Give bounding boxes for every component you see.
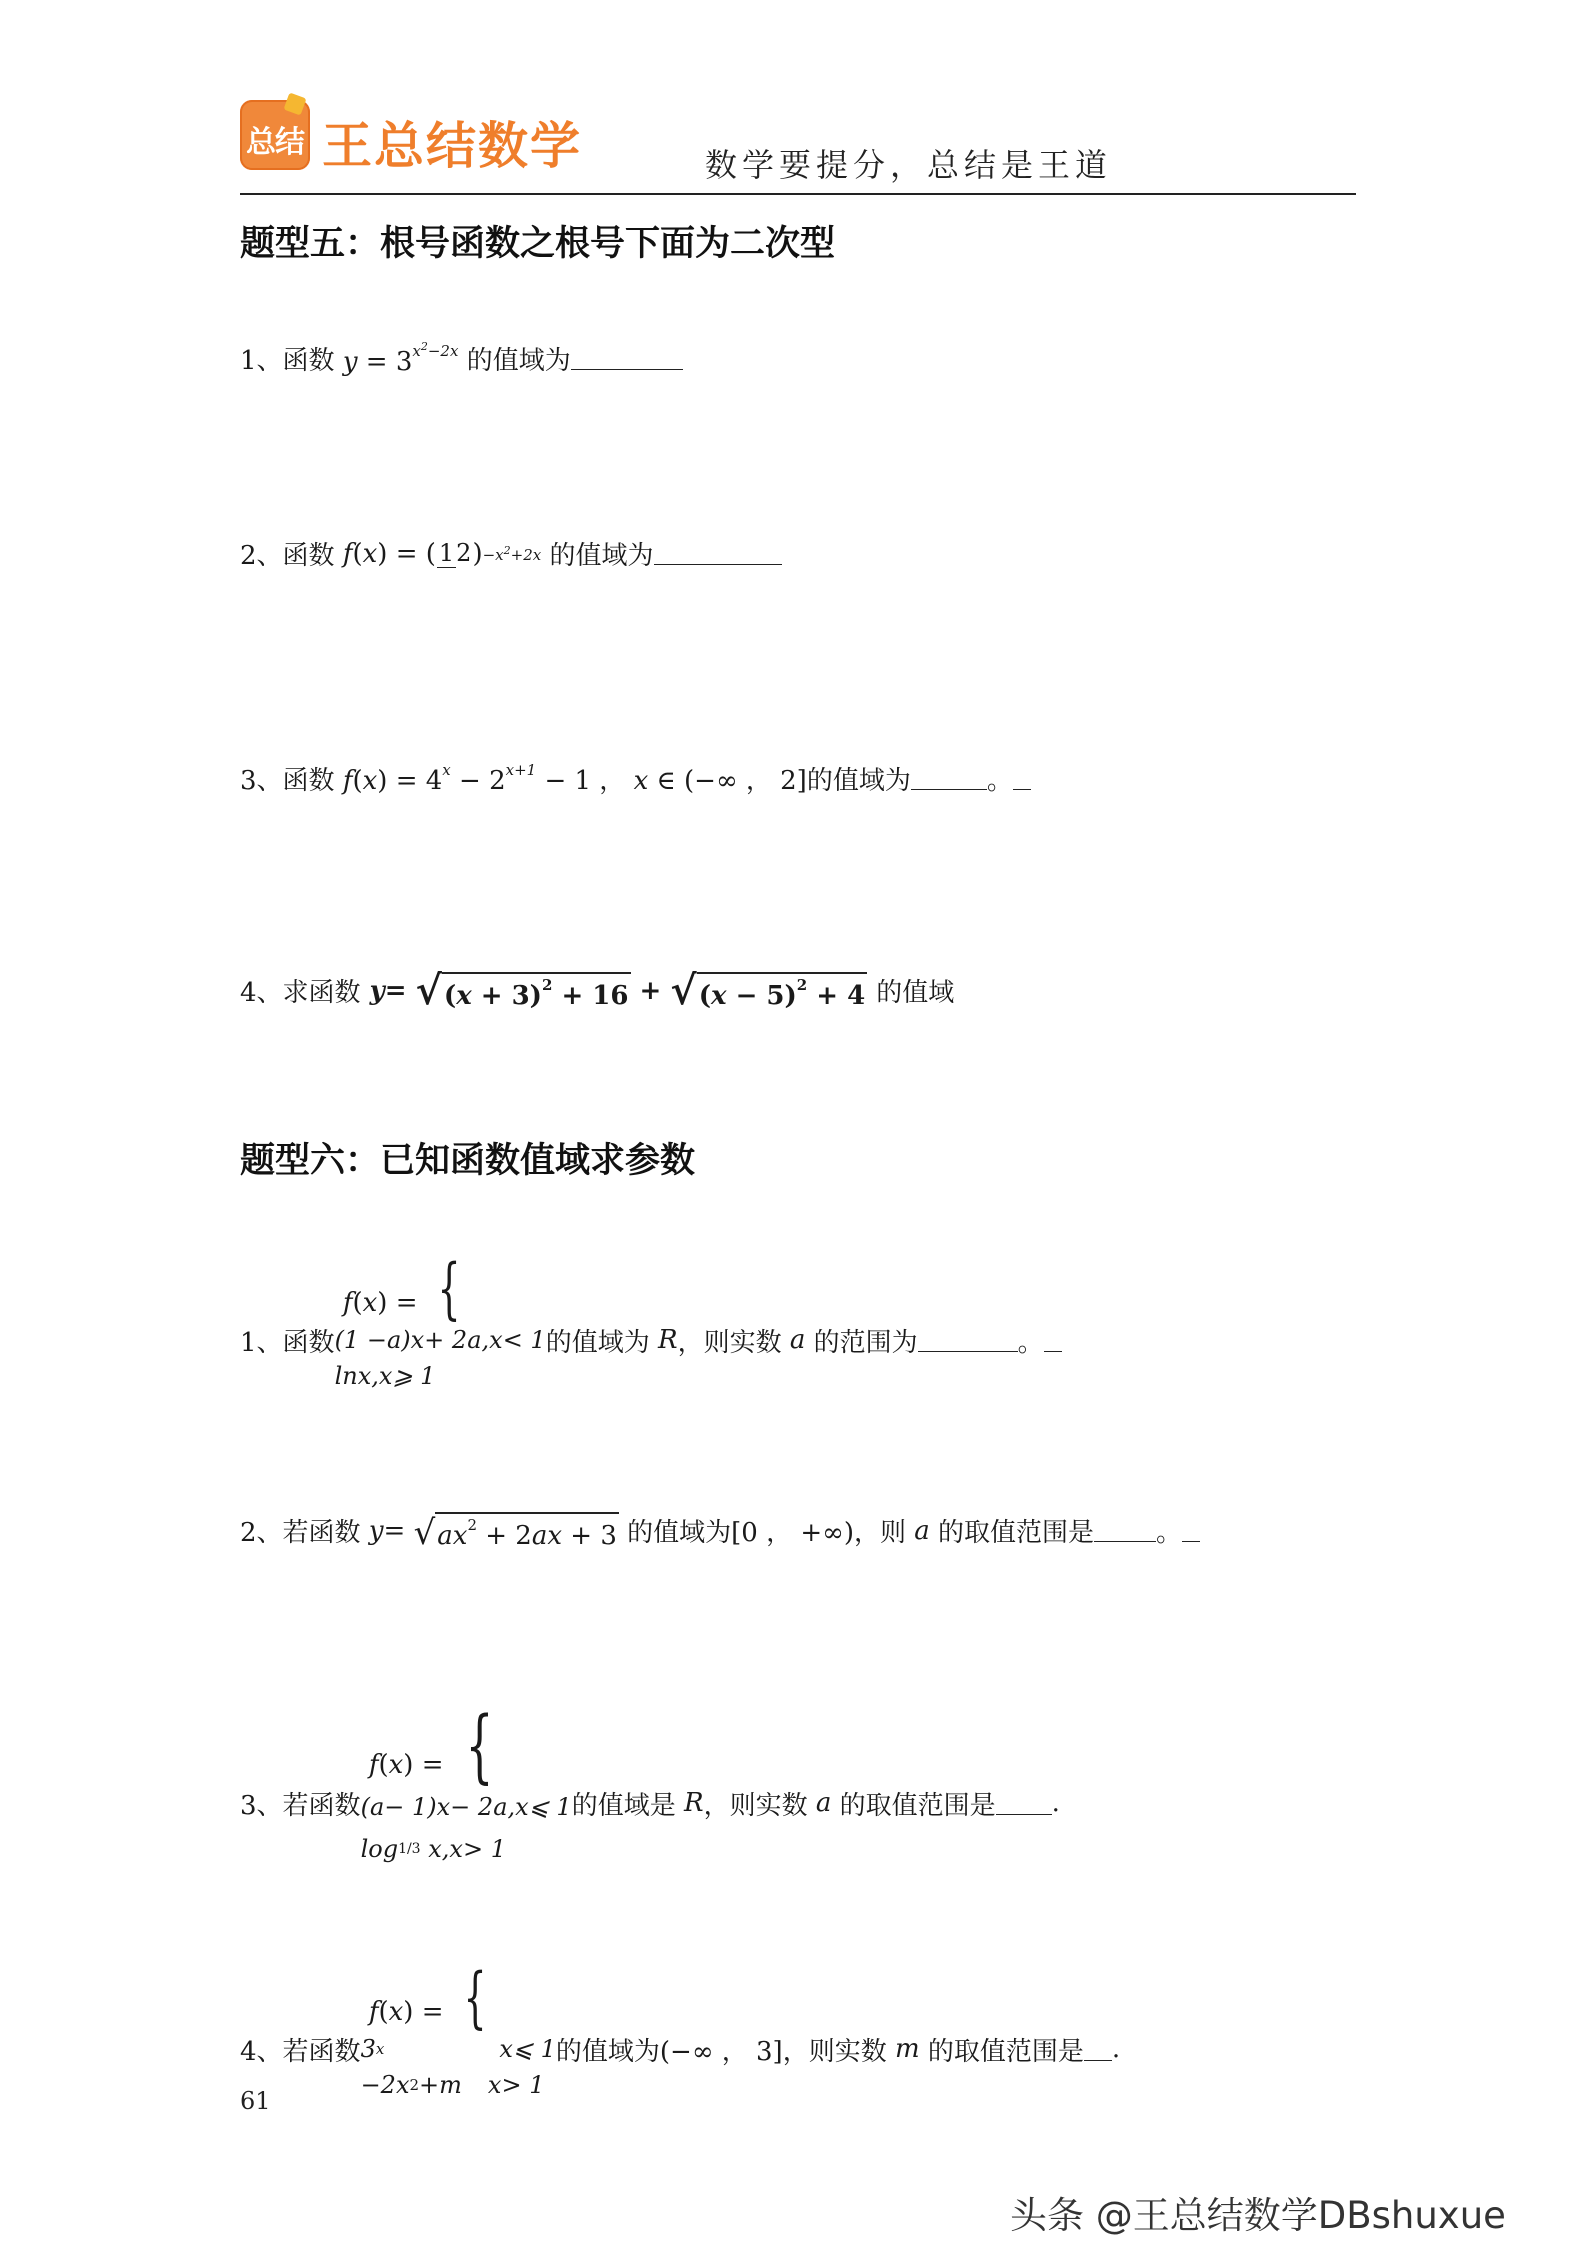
problem-tail2: ，则实数: [703, 1790, 808, 1821]
answer-blank-tail: [1044, 1329, 1062, 1352]
problem-number: 4、: [240, 2036, 283, 2067]
problem-number: 3、: [240, 766, 283, 796]
formula: f ( x ) = ( 12 ) −x2+2x: [342, 538, 542, 569]
problem-lead: 函数: [282, 346, 335, 376]
section-title-5: 题型五：根号函数之根号下面为二次型: [240, 224, 836, 264]
problem-number: 2、: [240, 1518, 283, 1548]
problem-end: .: [1111, 2034, 1121, 2064]
problem-number: 4、: [240, 978, 283, 1008]
problem-end: 。: [986, 766, 1013, 796]
problem-number: 1、: [240, 346, 283, 376]
problem-tail: 的值域为: [549, 541, 654, 571]
problem-tail3: 的取值范围是: [927, 2036, 1084, 2067]
problem-tail: 的值域为: [806, 766, 911, 796]
problem-5-3: [240, 760, 1031, 797]
problem-end: .: [1051, 1788, 1060, 1818]
problem-number: 2、: [240, 541, 283, 571]
answer-blank-tail: [1013, 767, 1031, 790]
problem-tail: 的值域: [876, 978, 955, 1008]
problem-number: 1、: [240, 1327, 283, 1358]
logo-icon: [240, 100, 310, 170]
watermark: 头条 @王总结数学DBshuxue: [1010, 2194, 1506, 2237]
problem-end: 。: [1017, 1327, 1044, 1358]
formula: y = 3x2−2x: [342, 340, 459, 377]
answer-blank[interactable]: [911, 767, 987, 790]
problem-lead: 函数: [282, 541, 335, 571]
problem-tail: 的值域为: [466, 346, 571, 376]
problem-6-4: 4、 若函数 f(x) = { 3 x x ⩽ 1 −2 x 2 + m x > 1 的值域为 (−∞ ， 3] ，则实数 m 的取值范围是 .: [240, 1965, 1120, 2133]
formula: f(x) = { ( a − 1) x − 2 a , x ⩽ 1 log 1/3 x , x > 1: [360, 1699, 572, 1863]
problem-tail3: 的范围为: [813, 1327, 918, 1358]
answer-blank[interactable]: [654, 542, 782, 565]
problem-tail: 的值域为: [555, 2036, 660, 2067]
problem-6-1: 1、 函数 f(x) = { (1 − a ) x + 2 a , x < 1 ln x , x ⩾ 1 的值域为 R ，则实数 a 的范围为 。: [240, 1256, 1062, 1424]
formula: f(x) = 4x − 2x+1 − 1 ， x ∈ (−∞ ， 2]: [342, 761, 807, 796]
answer-blank[interactable]: [996, 1792, 1052, 1815]
problem-number: 3、: [240, 1790, 283, 1821]
problem-5-1: [240, 340, 683, 377]
problem-lead: 函数: [282, 1327, 335, 1358]
answer-blank[interactable]: [1094, 1519, 1156, 1542]
problem-5-2: [240, 535, 782, 572]
formula: y = √ax2 + 2ax + 3: [368, 1513, 617, 1553]
problem-tail: 的值域为: [545, 1327, 650, 1358]
problem-6-3: 3、 若函数 f(x) = { ( a − 1) x − 2 a , x ⩽ 1 log 1/3 x , x > 1 的值域是 R ，则实数 a 的取值范围是 .: [240, 1706, 1060, 1900]
header-divider: [240, 193, 1356, 195]
problem-lead: 求函数: [282, 978, 361, 1008]
problem-lead: 函数: [282, 766, 335, 796]
answer-blank[interactable]: [1084, 2038, 1112, 2061]
problem-tail2: ，则: [853, 1518, 906, 1548]
problem-tail: 的值域是: [571, 1790, 676, 1821]
problem-lead: 若函数: [282, 1518, 361, 1548]
answer-blank[interactable]: [571, 347, 683, 370]
formula: f(x) = { 3 x x ⩽ 1 −2 x 2 + m x > 1: [360, 1959, 556, 2099]
problem-lead: 若函数: [282, 1790, 361, 1821]
formula: f(x) = { (1 − a ) x + 2 a , x < 1 ln x , x ⩾ 1: [334, 1250, 546, 1390]
slogan: 数学要提分，总结是王道: [705, 146, 1113, 184]
logo-flag-icon: [283, 92, 306, 115]
brand-name: 王总结数学: [322, 117, 582, 175]
problem-5-4: [240, 967, 955, 1014]
section-title-6: 题型六：已知函数值域求参数: [240, 1141, 696, 1181]
problem-tail3: 的取值范围是: [938, 1518, 1095, 1548]
logo-text: 总结: [246, 125, 304, 160]
problem-tail2: ，则实数: [782, 2036, 887, 2067]
formula: y = √(x + 3)2 + 16 + √(x − 5)2 + 4: [369, 967, 866, 1014]
page-number: 61: [240, 2087, 271, 2115]
problem-tail2: ，则实数: [677, 1327, 782, 1358]
problem-6-2: 2、 若函数 y = √ax2 + 2ax + 3 的值域为 [0 ， +∞) ，则 a 的取值范围是 。: [240, 1510, 1200, 1551]
problem-end: 。: [1156, 1518, 1183, 1548]
answer-blank-tail: [1182, 1519, 1200, 1542]
problem-tail: 的值域为: [627, 1518, 732, 1548]
problem-tail3: 的取值范围是: [839, 1790, 996, 1821]
answer-blank[interactable]: [918, 1329, 1018, 1352]
problem-lead: 若函数: [282, 2036, 361, 2067]
